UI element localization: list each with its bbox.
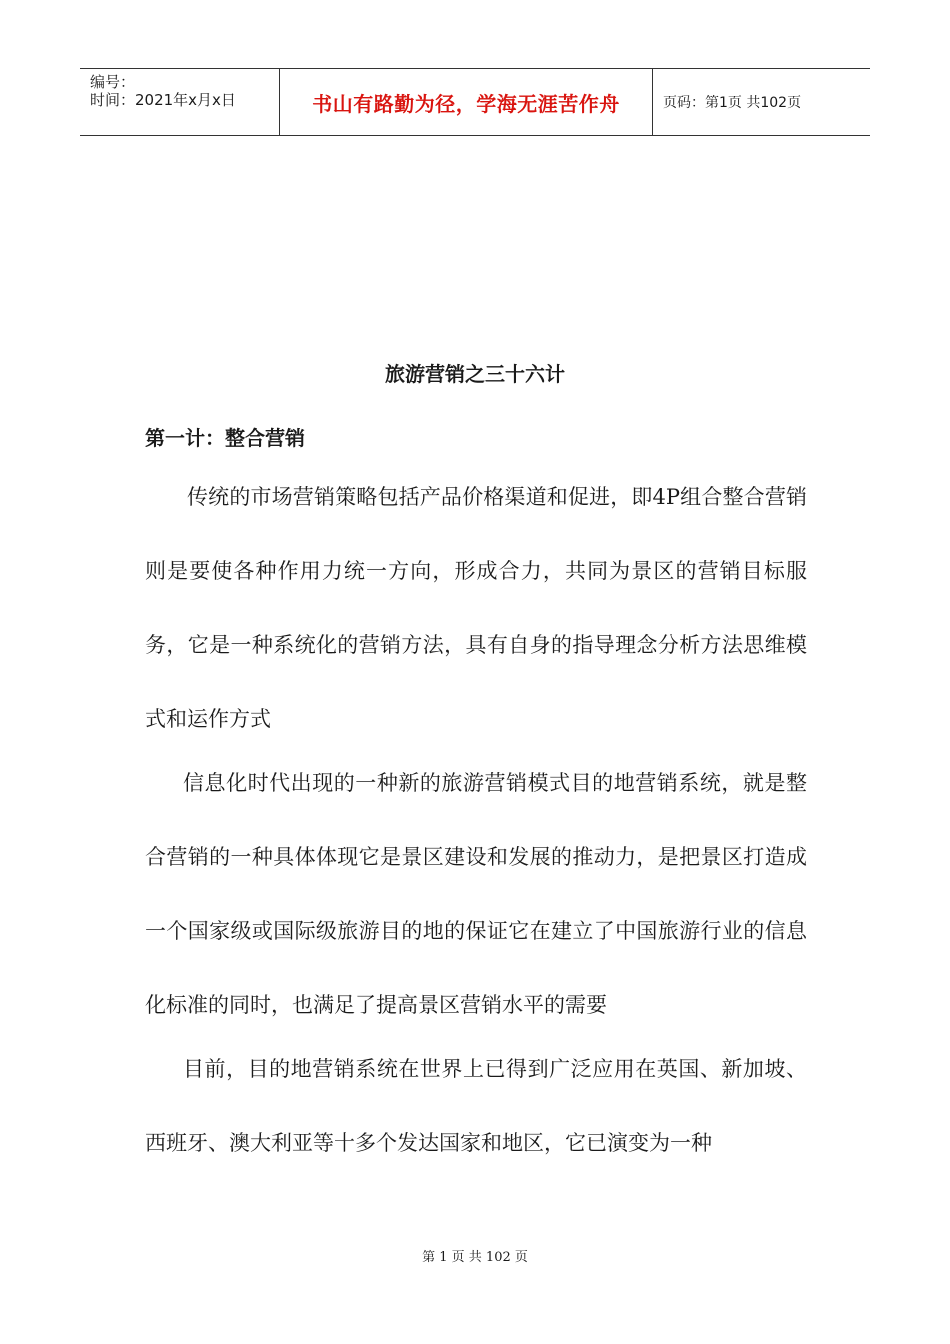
paragraph-2: 信息化时代出现的一种新的旅游营销模式目的地营销系统，就是整合营销的一种具体体现它是景区建设和发展的推动力，是把景区打造成一个国家级或国际级旅游目的地的保证它在建立了中国旅游行业的信息化标准的同时，也满足了提高景区营销水平的需要 [145,771,807,1017]
section-heading: 第一计：整合营销 [145,426,305,450]
header-motto: 书山有路勤为径，学海无涯苦作舟 [312,91,620,116]
header-meta [80,69,280,135]
paragraph-3: 目前，目的地营销系统在世界上已得到广泛应用在英国、新加坡、西班牙、澳大利亚等十多个发达国家和地区，它已演变为一种 [145,1057,807,1155]
header-motto-cell [280,69,653,135]
header-page-cell [653,69,870,135]
time-label: 时间：2021年x月x日 [90,91,236,109]
paragraph-1: 传统的市场营销策略包括产品价格渠道和促进，即4P组合整合营销则是要使各种作用力统一方向，形成合力，共同为景区的营销目标服务，它是一种系统化的营销方法，具有自身的指导理念分析方法思维模式和运作方式 [145,485,807,731]
page-footer: 第 1 页 共 102 页 [422,1250,528,1265]
header-page-info: 页码：第1页 共102页 [663,95,802,111]
document-title: 旅游营销之三十六计 [385,362,565,386]
number-label: 编号： [90,73,136,91]
document-header [80,68,870,136]
